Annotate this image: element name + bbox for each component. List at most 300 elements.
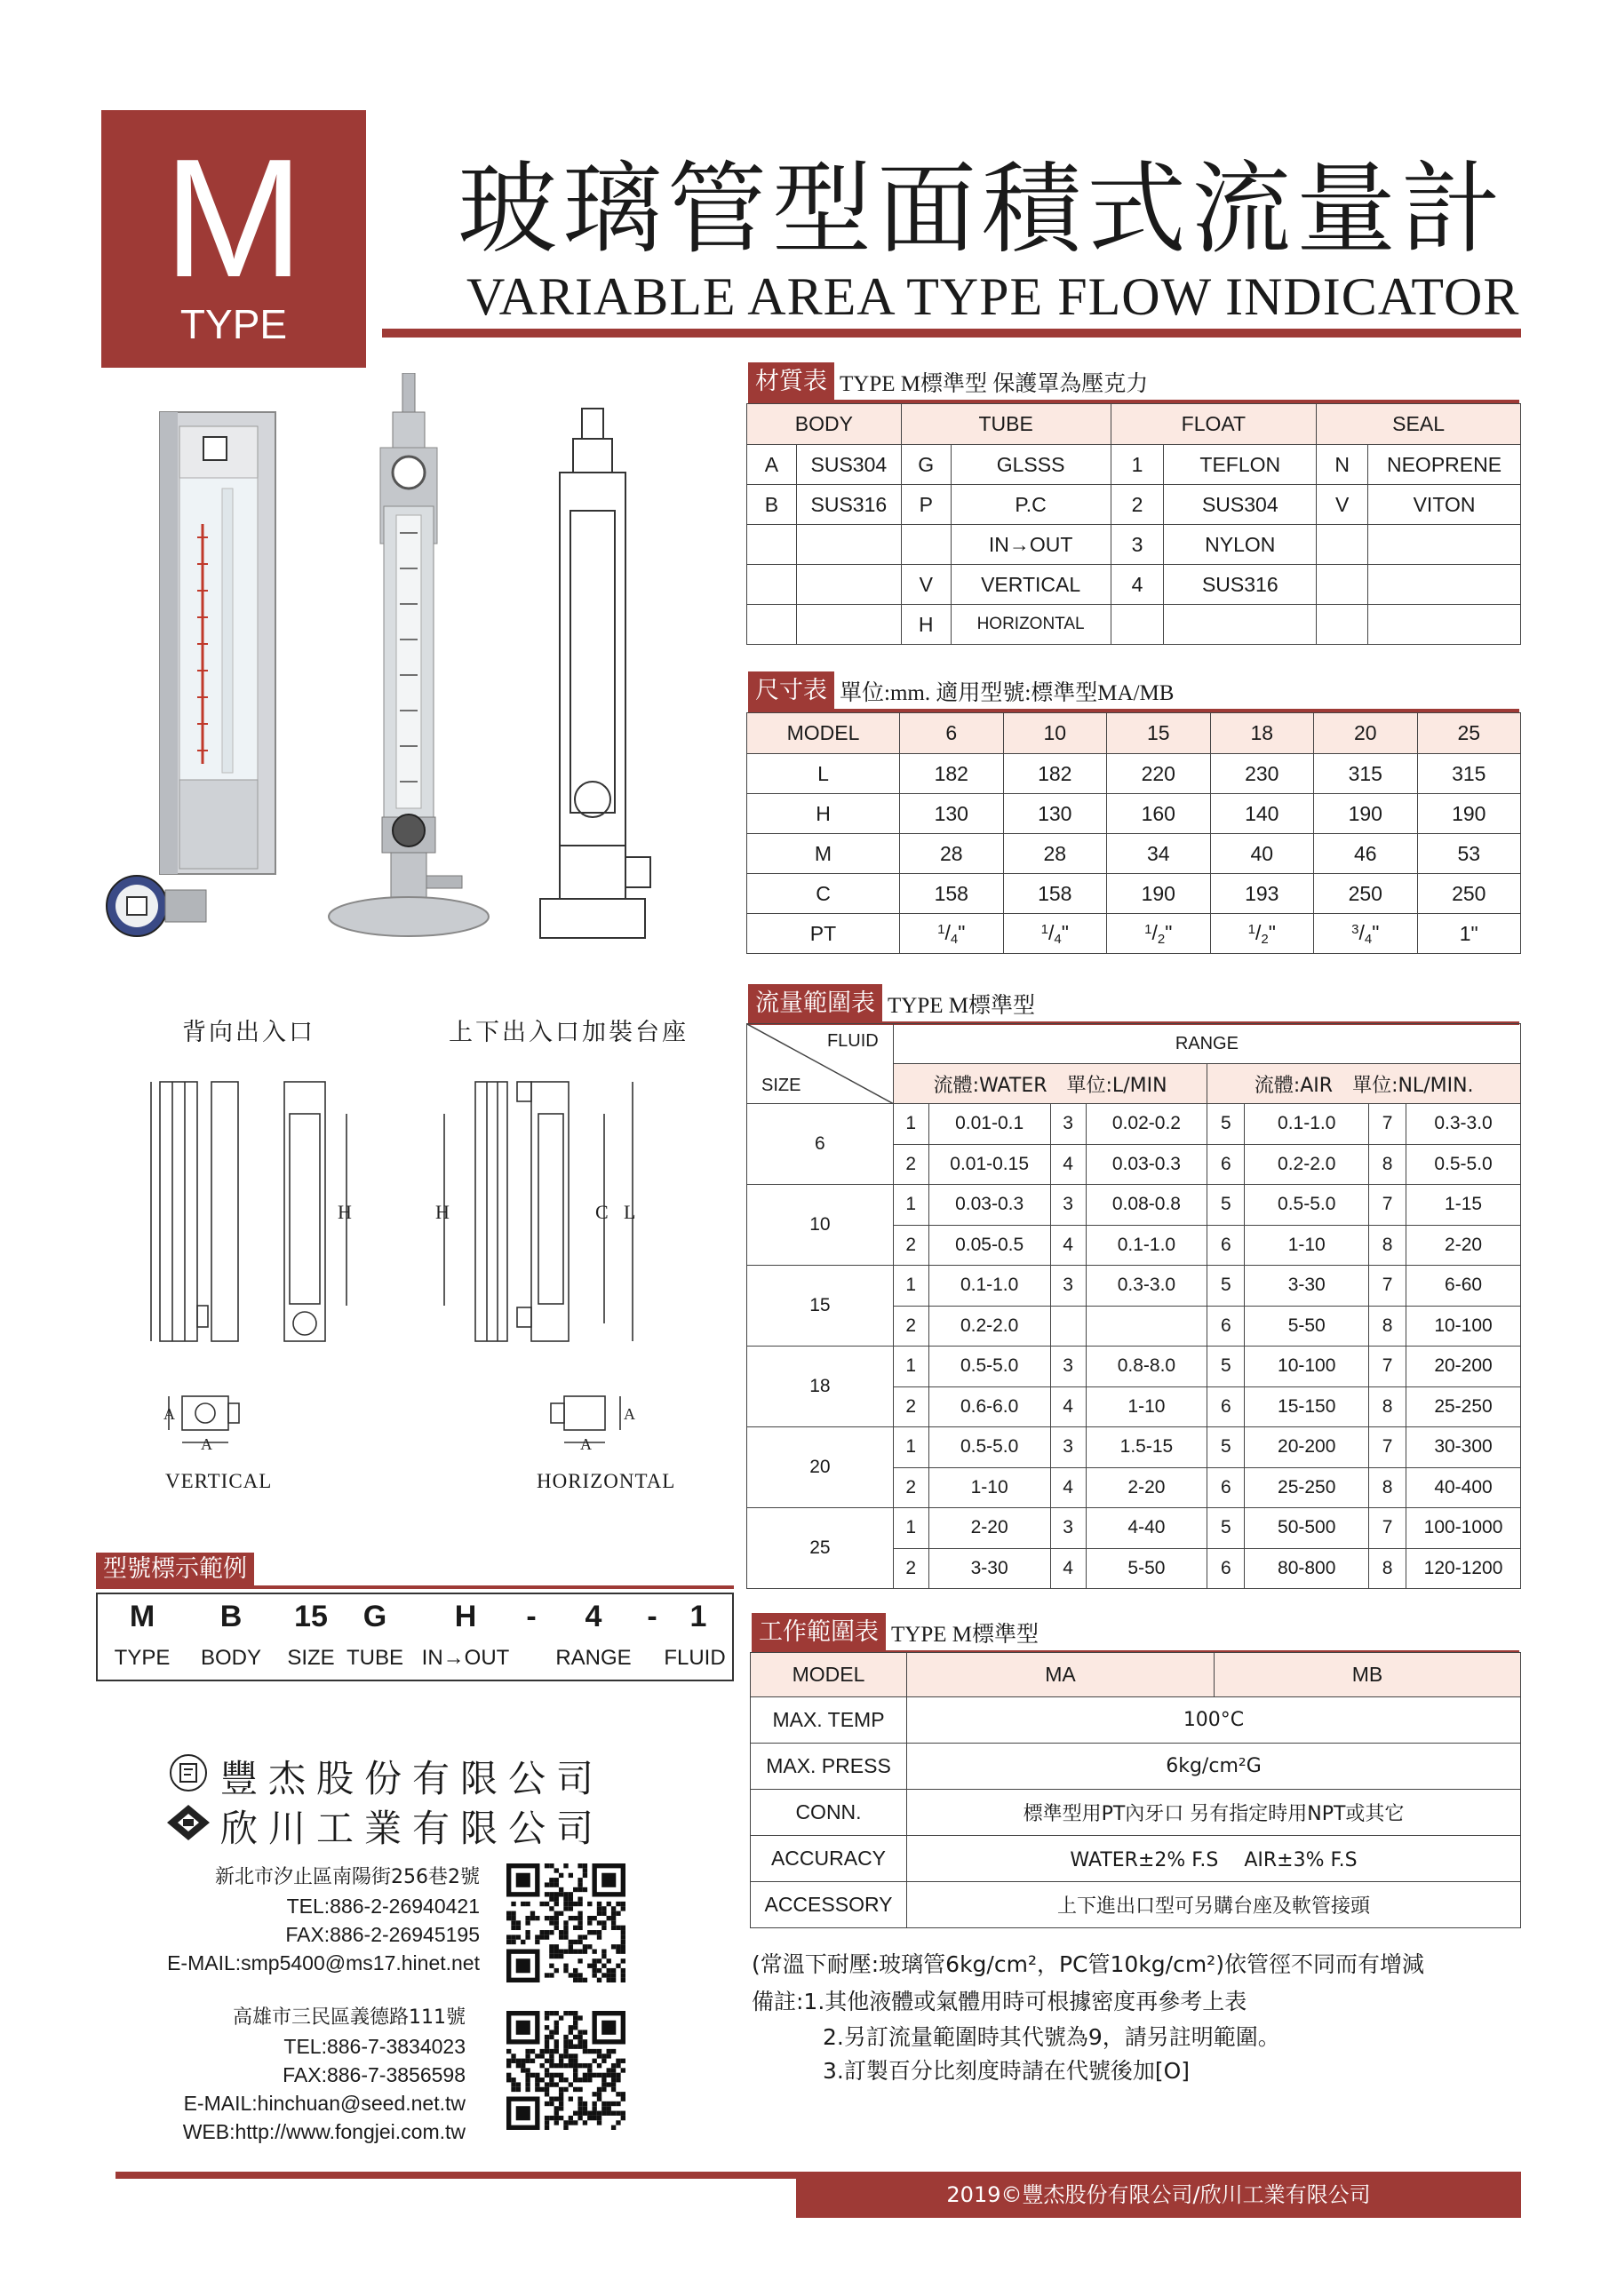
flow-cell: 8 bbox=[1369, 1548, 1406, 1589]
flow-cell: 7 bbox=[1369, 1104, 1406, 1145]
material-cell bbox=[747, 565, 797, 605]
pt-size-cell bbox=[1210, 914, 1314, 954]
flow-cell: 3-30 bbox=[1245, 1266, 1369, 1307]
pt-numerator: 1 bbox=[1144, 921, 1152, 937]
material-header-seal: SEAL bbox=[1317, 404, 1521, 445]
dimension-cell: 53 bbox=[1417, 834, 1521, 874]
flow-row bbox=[747, 1508, 1521, 1549]
pt-numerator: 3 bbox=[1351, 921, 1359, 937]
material-cell: V bbox=[1317, 485, 1368, 525]
flow-note: TYPE M標準型 bbox=[888, 994, 1035, 1018]
flow-cell: 0.01-0.15 bbox=[928, 1144, 1050, 1185]
flow-cell: 0.3-3.0 bbox=[1406, 1104, 1521, 1145]
code-dash-1: - bbox=[526, 1600, 537, 1633]
dimension-cell: 34 bbox=[1107, 834, 1211, 874]
material-cell: P bbox=[901, 485, 951, 525]
flow-cell: 40-400 bbox=[1406, 1467, 1521, 1508]
line-qr-code-icon[interactable] bbox=[506, 1863, 625, 1982]
back-port-caption: 背向出入口 bbox=[182, 1019, 315, 1046]
page-title: 玻璃管型面積式流量計 bbox=[458, 152, 1506, 267]
material-header-row bbox=[747, 404, 1521, 445]
flow-cell: 2 bbox=[893, 1306, 928, 1347]
dimension-header-cell: 10 bbox=[1003, 713, 1107, 754]
material-row bbox=[747, 605, 1521, 645]
working-row bbox=[751, 1790, 1521, 1836]
fluid-size-corner bbox=[747, 1024, 894, 1104]
material-cell bbox=[1317, 525, 1368, 565]
dimension-cell: 250 bbox=[1417, 874, 1521, 914]
pt-size-cell bbox=[1107, 914, 1211, 954]
material-cell: SUS316 bbox=[796, 485, 901, 525]
flow-cell: 3 bbox=[1050, 1104, 1086, 1145]
flow-cell: 8 bbox=[1369, 1306, 1406, 1347]
flow-cell: 6 bbox=[1207, 1306, 1245, 1347]
working-value-cell: WATER±2% F.S AIR±3% F.S bbox=[907, 1836, 1521, 1882]
dimension-cell: 140 bbox=[1210, 794, 1314, 834]
working-label-cell: MAX. PRESS bbox=[751, 1744, 907, 1790]
dimension-cell: C bbox=[747, 874, 900, 914]
dimension-cell: 190 bbox=[1417, 794, 1521, 834]
flow-cell: 1.5-15 bbox=[1086, 1427, 1207, 1468]
flow-cell: 2 bbox=[893, 1225, 928, 1266]
flow-cell: 0.8-8.0 bbox=[1086, 1347, 1207, 1387]
flow-cell: 3 bbox=[1050, 1427, 1086, 1468]
flow-cell: 2-20 bbox=[928, 1508, 1050, 1549]
flow-size-cell: 20 bbox=[747, 1427, 894, 1508]
flow-cell: 0.1-1.0 bbox=[1086, 1225, 1207, 1266]
flow-cell: 0.02-0.2 bbox=[1086, 1104, 1207, 1145]
air-header: 流體:AIR 單位:NL/MIN. bbox=[1207, 1064, 1521, 1104]
remark-1: 備註:1.其他液體或氣體用時可根據密度再參考上表 bbox=[752, 1989, 1247, 2014]
pt-size-cell bbox=[1417, 914, 1521, 954]
dimension-row bbox=[747, 794, 1521, 834]
type-badge bbox=[101, 110, 366, 368]
working-label-cell: ACCURACY bbox=[751, 1836, 907, 1882]
flow-cell: 80-800 bbox=[1245, 1548, 1369, 1589]
flow-cell: 2-20 bbox=[1086, 1467, 1207, 1508]
page-subtitle: VARIABLE AREA TYPE FLOW INDICATOR bbox=[466, 267, 1520, 326]
name-fluid: FLUID bbox=[664, 1646, 726, 1670]
working-header-cell: MA bbox=[907, 1653, 1215, 1697]
material-cell: 2 bbox=[1111, 485, 1164, 525]
dimension-cell: 160 bbox=[1107, 794, 1211, 834]
dim-h-label-2: H bbox=[435, 1201, 450, 1223]
model-example-rule bbox=[96, 1585, 734, 1589]
model-example-tab: 型號標示範例 bbox=[96, 1553, 254, 1586]
flow-cell: 6 bbox=[1207, 1386, 1245, 1427]
dimension-cell: 46 bbox=[1314, 834, 1418, 874]
flow-cell: 0.2-2.0 bbox=[1245, 1144, 1369, 1185]
pt-label: PT bbox=[747, 914, 900, 954]
flow-cell: 6 bbox=[1207, 1548, 1245, 1589]
working-header-cell: MODEL bbox=[751, 1653, 907, 1697]
material-cell: IN→OUT bbox=[951, 525, 1111, 565]
south-address: 高雄市三民區義德路111號 bbox=[233, 2006, 466, 2029]
flow-row bbox=[747, 1104, 1521, 1145]
south-office bbox=[124, 2004, 466, 2146]
flow-cell: 25-250 bbox=[1406, 1386, 1521, 1427]
material-cell: NEOPRENE bbox=[1368, 445, 1521, 485]
working-value-cell: 上下進出口型可另購台座及軟管接頭 bbox=[907, 1882, 1521, 1928]
material-header-body: BODY bbox=[747, 404, 902, 445]
type-word: TYPE bbox=[179, 301, 288, 347]
material-cell: GLSSS bbox=[951, 445, 1111, 485]
material-row bbox=[747, 525, 1521, 565]
code-tube: G bbox=[362, 1600, 387, 1633]
material-cell bbox=[796, 565, 901, 605]
flow-cell: 3 bbox=[1050, 1508, 1086, 1549]
flow-cell: 20-200 bbox=[1406, 1347, 1521, 1387]
dimension-cell: 158 bbox=[1003, 874, 1107, 914]
material-cell: 1 bbox=[1111, 445, 1164, 485]
south-tel: TEL:886-7-3834023 bbox=[283, 2035, 466, 2058]
fluid-label: FLUID bbox=[826, 1031, 879, 1051]
flow-cell: 1 bbox=[893, 1266, 928, 1307]
code-size: 15 bbox=[294, 1600, 328, 1633]
dimension-header-cell: 15 bbox=[1107, 713, 1211, 754]
fongjei-logo-icon bbox=[169, 1753, 208, 1792]
dimension-cell: 28 bbox=[1003, 834, 1107, 874]
flow-cell: 120-1200 bbox=[1406, 1548, 1521, 1589]
material-table bbox=[746, 403, 1521, 645]
flow-cell: 100-1000 bbox=[1406, 1508, 1521, 1549]
model-codes bbox=[98, 1600, 732, 1639]
dimension-cell: 28 bbox=[900, 834, 1004, 874]
range-header: RANGE bbox=[893, 1024, 1520, 1064]
material-cell bbox=[1368, 565, 1521, 605]
material-cell bbox=[1317, 565, 1368, 605]
flow-cell: 5 bbox=[1207, 1104, 1245, 1145]
website-qr-code-icon[interactable] bbox=[506, 2011, 625, 2130]
flow-cell: 25-250 bbox=[1245, 1467, 1369, 1508]
flow-cell: 7 bbox=[1369, 1347, 1406, 1387]
dim-a-label-3: A bbox=[624, 1405, 635, 1423]
base-mounted-meter-photo bbox=[329, 373, 489, 936]
flow-cell: 2 bbox=[893, 1548, 928, 1589]
product-photos bbox=[98, 373, 666, 950]
name-body: BODY bbox=[200, 1646, 262, 1670]
pressure-note: (常溫下耐壓:玻璃管6kg/cm²，PC管10kg/cm²)依管徑不同而有增減 bbox=[752, 1951, 1424, 1977]
flow-cell: 7 bbox=[1369, 1508, 1406, 1549]
pt-inch-mark: " bbox=[958, 920, 966, 944]
horizontal-caption: HORIZONTAL bbox=[537, 1470, 676, 1492]
flow-cell: 3-30 bbox=[928, 1548, 1050, 1589]
material-cell: P.C bbox=[951, 485, 1111, 525]
code-range: 4 bbox=[585, 1600, 602, 1633]
working-label-cell: CONN. bbox=[751, 1790, 907, 1836]
material-cell bbox=[796, 605, 901, 645]
material-cell: B bbox=[747, 485, 797, 525]
flow-cell: 8 bbox=[1369, 1225, 1406, 1266]
name-in-out: IN→OUT bbox=[421, 1646, 510, 1670]
name-range: RANGE bbox=[555, 1646, 632, 1670]
dimension-header-row bbox=[747, 713, 1521, 754]
material-cell bbox=[1317, 605, 1368, 645]
flow-row bbox=[747, 1266, 1521, 1307]
flow-cell: 1-10 bbox=[928, 1467, 1050, 1508]
pt-size-cell bbox=[1314, 914, 1418, 954]
flow-cell: 5 bbox=[1207, 1266, 1245, 1307]
working-row bbox=[751, 1882, 1521, 1928]
flow-size-cell: 6 bbox=[747, 1104, 894, 1185]
flow-cell: 4 bbox=[1050, 1467, 1086, 1508]
material-cell bbox=[796, 525, 901, 565]
working-section-title bbox=[752, 1613, 1039, 1652]
working-value-cell: 6kg/cm²G bbox=[907, 1744, 1521, 1790]
flow-cell: 7 bbox=[1369, 1427, 1406, 1468]
material-row bbox=[747, 445, 1521, 485]
north-email: E-MAIL:smp5400@ms17.hinet.net bbox=[167, 1951, 480, 1974]
dimension-cell: H bbox=[747, 794, 900, 834]
material-cell: VITON bbox=[1368, 485, 1521, 525]
pt-slash: / bbox=[944, 920, 951, 944]
material-cell bbox=[1111, 605, 1164, 645]
size-label: SIZE bbox=[761, 1076, 801, 1095]
vertical-caption: VERTICAL bbox=[165, 1470, 273, 1492]
pt-slash: / bbox=[1255, 920, 1262, 944]
working-label-cell: MAX. TEMP bbox=[751, 1697, 907, 1744]
material-cell: TEFLON bbox=[1164, 445, 1317, 485]
dimension-header-cell: MODEL bbox=[747, 713, 900, 754]
flow-cell: 0.08-0.8 bbox=[1086, 1185, 1207, 1226]
dim-h-label-1: H bbox=[338, 1201, 352, 1223]
top-bottom-port-caption: 上下出入口加裝台座 bbox=[449, 1019, 689, 1046]
flow-cell: 7 bbox=[1369, 1266, 1406, 1307]
working-label-cell: ACCESSORY bbox=[751, 1882, 907, 1928]
flow-cell: 0.01-0.1 bbox=[928, 1104, 1050, 1145]
material-cell: N bbox=[1317, 445, 1368, 485]
flow-cell: 20-200 bbox=[1245, 1427, 1369, 1468]
material-cell: 3 bbox=[1111, 525, 1164, 565]
north-tel: TEL:886-2-26940421 bbox=[286, 1895, 480, 1918]
pt-numerator: 1 bbox=[937, 921, 945, 937]
material-cell: NYLON bbox=[1164, 525, 1317, 565]
material-cell: 4 bbox=[1111, 565, 1164, 605]
pt-inch-mark: " bbox=[1165, 920, 1173, 944]
dimension-row bbox=[747, 834, 1521, 874]
dimension-header-cell: 6 bbox=[900, 713, 1004, 754]
flow-cell: 0.5-5.0 bbox=[1406, 1144, 1521, 1185]
pt-inch-mark: " bbox=[1268, 920, 1276, 944]
material-cell bbox=[747, 605, 797, 645]
flow-section-title bbox=[748, 984, 1035, 1023]
flow-cell: 6 bbox=[1207, 1225, 1245, 1266]
material-cell bbox=[1368, 525, 1521, 565]
south-email: E-MAIL:hinchuan@seed.net.tw bbox=[183, 2092, 466, 2115]
working-row bbox=[751, 1697, 1521, 1744]
flow-cell: 10-100 bbox=[1406, 1306, 1521, 1347]
dimension-section-title bbox=[748, 671, 1174, 711]
flow-cell: 7 bbox=[1369, 1185, 1406, 1226]
pt-slash: / bbox=[1047, 920, 1055, 944]
flow-cell: 4 bbox=[1050, 1144, 1086, 1185]
hinchuan-logo-icon bbox=[165, 1803, 211, 1842]
flow-row bbox=[747, 1427, 1521, 1468]
dimension-cell: 315 bbox=[1314, 754, 1418, 794]
working-value-cell: 100°C bbox=[907, 1697, 1521, 1744]
pt-inch-mark: " bbox=[1372, 920, 1380, 944]
dimension-table bbox=[746, 712, 1521, 954]
flow-cell: 8 bbox=[1369, 1144, 1406, 1185]
dimension-header-cell: 25 bbox=[1417, 713, 1521, 754]
flow-cell: 2 bbox=[893, 1386, 928, 1427]
working-table bbox=[750, 1652, 1521, 1928]
dim-a-label-1: A bbox=[163, 1405, 175, 1423]
flow-cell: 6-60 bbox=[1406, 1266, 1521, 1307]
flow-row bbox=[747, 1347, 1521, 1387]
dim-c-label: C bbox=[595, 1201, 609, 1223]
pt-denominator: 4 bbox=[1054, 931, 1062, 947]
dimension-cell: 250 bbox=[1314, 874, 1418, 914]
dim-a-label-2: A bbox=[201, 1435, 212, 1453]
pt-denominator: 4 bbox=[1364, 931, 1373, 947]
flow-size-cell: 18 bbox=[747, 1347, 894, 1427]
flow-cell: 6 bbox=[1207, 1467, 1245, 1508]
material-header-tube: TUBE bbox=[901, 404, 1111, 445]
flow-cell: 2 bbox=[893, 1144, 928, 1185]
material-cell bbox=[1368, 605, 1521, 645]
flow-cell: 10-100 bbox=[1245, 1347, 1369, 1387]
dimension-cell: 182 bbox=[900, 754, 1004, 794]
flow-cell: 8 bbox=[1369, 1386, 1406, 1427]
dimension-cell: 158 bbox=[900, 874, 1004, 914]
pt-numerator: 1 bbox=[1040, 921, 1048, 937]
flow-cell: 5-50 bbox=[1086, 1548, 1207, 1589]
company-name-2: 欣川工業有限公司 bbox=[220, 1807, 605, 1850]
flow-cell: 1-15 bbox=[1406, 1185, 1521, 1226]
flow-cell: 1-10 bbox=[1086, 1386, 1207, 1427]
code-fluid: 1 bbox=[689, 1600, 707, 1633]
material-tab: 材質表 bbox=[748, 362, 834, 401]
flow-cell: 4 bbox=[1050, 1225, 1086, 1266]
south-fax: FAX:886-7-3856598 bbox=[283, 2063, 466, 2086]
dimension-row bbox=[747, 874, 1521, 914]
flow-cell: 4 bbox=[1050, 1386, 1086, 1427]
flow-cell: 4 bbox=[1050, 1548, 1086, 1589]
dimension-cell: 315 bbox=[1417, 754, 1521, 794]
working-header-row bbox=[751, 1653, 1521, 1697]
dimension-cell: 130 bbox=[1003, 794, 1107, 834]
name-size: SIZE bbox=[287, 1646, 335, 1670]
working-note: TYPE M標準型 bbox=[891, 1623, 1039, 1647]
dimension-cell: 182 bbox=[1003, 754, 1107, 794]
flow-cell: 1-10 bbox=[1245, 1225, 1369, 1266]
flow-row bbox=[747, 1185, 1521, 1226]
material-cell bbox=[747, 525, 797, 565]
material-row bbox=[747, 565, 1521, 605]
dimension-cell: 40 bbox=[1210, 834, 1314, 874]
dimension-cell: 220 bbox=[1107, 754, 1211, 794]
working-tab: 工作範圍表 bbox=[752, 1613, 886, 1652]
dimension-cell: M bbox=[747, 834, 900, 874]
water-header: 流體:WATER 單位:L/MIN bbox=[893, 1064, 1207, 1104]
dimension-cell: 230 bbox=[1210, 754, 1314, 794]
flow-cell: 0.05-0.5 bbox=[928, 1225, 1050, 1266]
material-cell: A bbox=[747, 445, 797, 485]
flow-cell: 0.03-0.3 bbox=[928, 1185, 1050, 1226]
material-note: TYPE M標準型 保護罩為壓克力 bbox=[840, 372, 1149, 396]
flow-cell bbox=[1086, 1306, 1207, 1347]
dimension-note: 單位:mm. 適用型號:標準型MA/MB bbox=[840, 681, 1175, 705]
remark-2: 2.另訂流量範圍時其代號為9，請另註明範圍。 bbox=[823, 2024, 1280, 2050]
remark-3: 3.訂製百分比刻度時請在代號後加[O] bbox=[823, 2058, 1191, 2084]
company-name-1: 豐杰股份有限公司 bbox=[220, 1757, 605, 1800]
dimension-header-cell: 20 bbox=[1314, 713, 1418, 754]
working-value-cell: 標準型用PT內牙口 另有指定時用NPT或其它 bbox=[907, 1790, 1521, 1836]
code-in-out: H bbox=[454, 1600, 477, 1633]
flow-size-cell: 25 bbox=[747, 1508, 894, 1589]
pt-inch-mark: " bbox=[1061, 920, 1069, 944]
dimension-cell: 190 bbox=[1314, 794, 1418, 834]
working-row bbox=[751, 1744, 1521, 1790]
flow-cell: 0.5-5.0 bbox=[1245, 1185, 1369, 1226]
flow-cell: 1 bbox=[893, 1185, 928, 1226]
flow-cell: 5 bbox=[1207, 1185, 1245, 1226]
type-letter: M bbox=[163, 124, 305, 313]
north-office bbox=[124, 1863, 480, 1977]
pt-whole: 1" bbox=[1459, 921, 1478, 945]
material-cell: HORIZONTAL bbox=[951, 605, 1111, 645]
flow-cell: 6 bbox=[1207, 1144, 1245, 1185]
north-fax: FAX:886-2-26945195 bbox=[285, 1923, 480, 1946]
flow-cell: 5-50 bbox=[1245, 1306, 1369, 1347]
flow-cell: 2 bbox=[893, 1467, 928, 1508]
flow-cell: 5 bbox=[1207, 1508, 1245, 1549]
flow-cell: 8 bbox=[1369, 1467, 1406, 1508]
flow-cell: 5 bbox=[1207, 1347, 1245, 1387]
meter-outline-drawing bbox=[540, 409, 650, 938]
back-port-meter-photo bbox=[107, 412, 275, 936]
flow-cell: 1 bbox=[893, 1508, 928, 1549]
working-row bbox=[751, 1836, 1521, 1882]
flow-cell: 1 bbox=[893, 1347, 928, 1387]
pt-slash: / bbox=[1358, 920, 1365, 944]
dimension-row bbox=[747, 754, 1521, 794]
dimension-cell: L bbox=[747, 754, 900, 794]
pt-size-cell bbox=[1003, 914, 1107, 954]
name-tube: TUBE bbox=[346, 1646, 404, 1670]
dim-a-label-4: A bbox=[580, 1435, 592, 1453]
footer-copyright: 2019©豐杰股份有限公司/欣川工業有限公司 bbox=[796, 2172, 1521, 2218]
north-address: 新北市汐止區南陽街256巷2號 bbox=[215, 1866, 480, 1888]
flow-cell: 30-300 bbox=[1406, 1427, 1521, 1468]
material-cell bbox=[901, 525, 951, 565]
south-web: WEB:http://www.fongjei.com.tw bbox=[182, 2120, 466, 2143]
name-type: TYPE bbox=[114, 1646, 171, 1670]
flow-size-cell: 15 bbox=[747, 1266, 894, 1347]
flow-cell: 0.5-5.0 bbox=[928, 1347, 1050, 1387]
dimension-cell: 190 bbox=[1107, 874, 1211, 914]
material-cell bbox=[1164, 605, 1317, 645]
pt-denominator: 2 bbox=[1261, 931, 1269, 947]
flow-size-cell: 10 bbox=[747, 1185, 894, 1266]
material-cell: V bbox=[901, 565, 951, 605]
flow-cell: 3 bbox=[1050, 1347, 1086, 1387]
pt-denominator: 4 bbox=[950, 931, 959, 947]
flow-cell: 0.1-1.0 bbox=[1245, 1104, 1369, 1145]
pt-slash: / bbox=[1151, 920, 1158, 944]
code-dash-2: - bbox=[647, 1600, 657, 1633]
flow-cell bbox=[1050, 1306, 1086, 1347]
dimension-pt-row bbox=[747, 914, 1521, 954]
material-cell: VERTICAL bbox=[951, 565, 1111, 605]
pt-denominator: 2 bbox=[1157, 931, 1166, 947]
dimension-drawings bbox=[133, 1066, 702, 1528]
pt-size-cell bbox=[900, 914, 1004, 954]
flow-cell: 0.03-0.3 bbox=[1086, 1144, 1207, 1185]
dimension-cell: 193 bbox=[1210, 874, 1314, 914]
code-type: M bbox=[129, 1600, 155, 1633]
